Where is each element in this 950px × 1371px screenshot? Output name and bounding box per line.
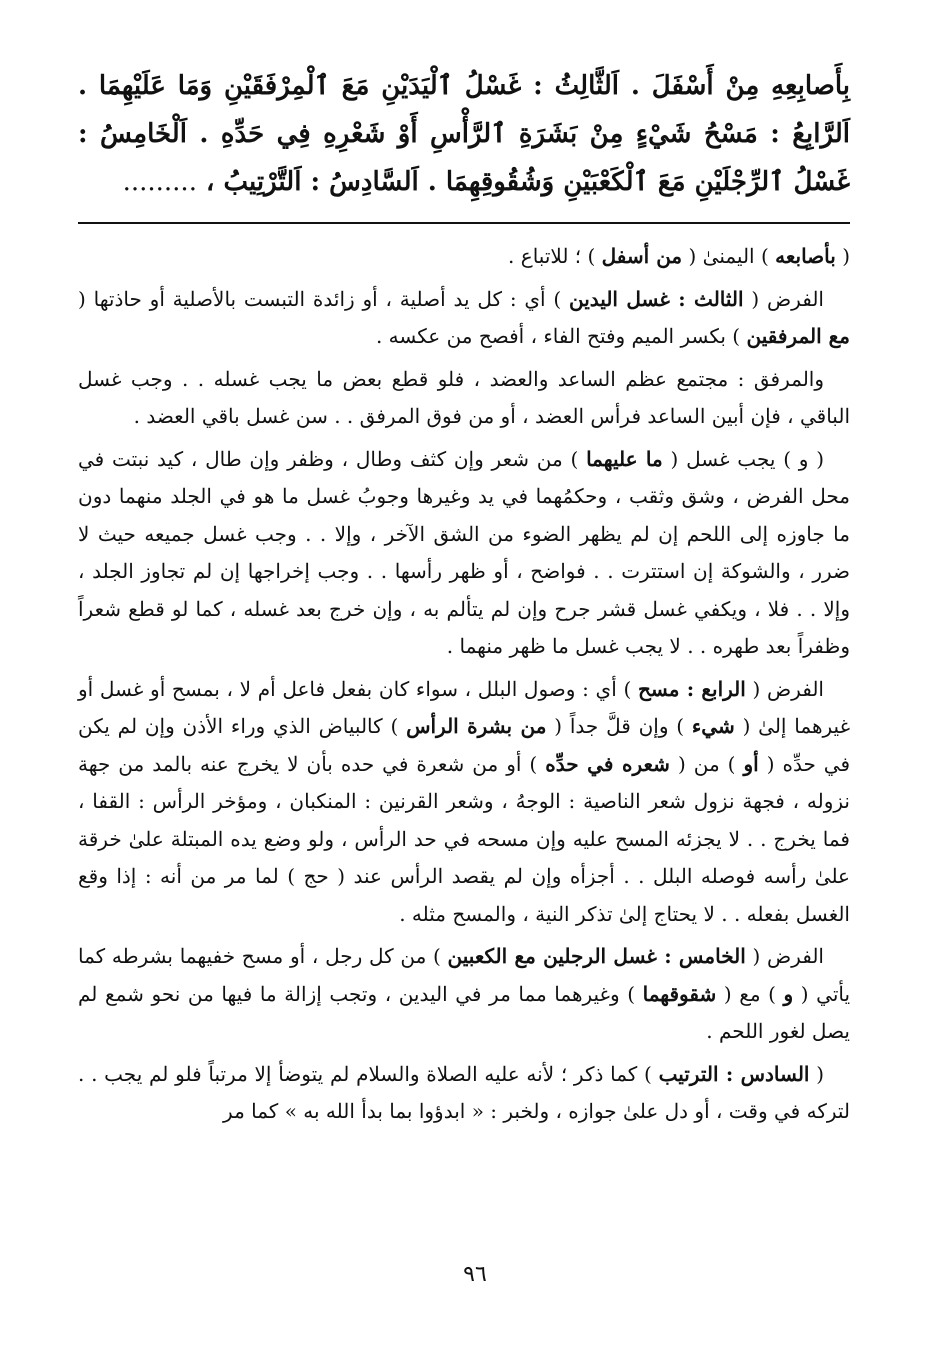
- matn-segment: بِأَصابِعِهِ مِنْ أَسْفَلَ .: [630, 71, 850, 101]
- matn-heading-fifth: اَلْخَامِسُ: [100, 119, 187, 149]
- matn-heading-fourth: اَلرَّابِعُ: [792, 119, 851, 149]
- bold-term: ما عليهما: [586, 446, 663, 471]
- text-segment: ) أي : كل يد أصلية ، أو زائدة التبست بالأصلية أو حاذتها (: [78, 286, 562, 311]
- bold-term: شقوقهما: [642, 981, 717, 1006]
- text-segment: ) أو من شعرة في حده بأن لا يخرج عنه بالمد من جهة نزوله ، فجهة نزول شعر الناصية : الوجهُ ، وشعر القرنين : المنكبان ، ومؤخر الرأس : القفا ، فما يخرج . . لا يجزئه المسح عليه وإن مسحه في حد الرأس ، ولو وضع يده المبتلة علىٰ خرقة علىٰ رأسه فوصله البلل . . أجزأه وإن لم يقصد الرأس عند ( حج ) لما مر من أنه : إذا وقع الغسل بفعله . . لا يحتاج إلىٰ تذكر النية ، والمسح مثله .: [78, 751, 850, 926]
- commentary: [78, 238, 850, 1131]
- text-segment: ) مع (: [723, 981, 776, 1006]
- text-segment: الفرض (: [752, 944, 824, 968]
- commentary-paragraph: [78, 1056, 850, 1131]
- text-segment: ( و ) يجب غسل (: [670, 446, 825, 471]
- text-segment: والمرفق : مجتمع عظم الساعد والعضد ، فلو قطع بعض ما يجب غسله . . وجب غسل الباقي ، فإن أبين الساعد فرأس العضد ، أو من فوق المرفق . . سن غسل باقي العضد .: [78, 366, 850, 428]
- text-segment: ) من (: [677, 751, 736, 776]
- matn-segment: : غَسْلُ ٱلرِّجْلَيْنِ مَعَ ٱلْكَعْبَيْنِ وَشُقُوقِهِمَا .: [78, 119, 850, 197]
- text-segment: الفرض (: [751, 286, 824, 311]
- text-segment: ) كالبياض الذي وراء الأذن وإن لم يكن في حدِّه (: [78, 714, 851, 776]
- bold-term: من بشرة الرأس: [406, 714, 547, 738]
- text-segment: ) وغيرهما مما مر في اليدين ، وتجب إزالة ما فيها من نحو شمع لم يصل لغور اللحم .: [78, 981, 850, 1043]
- matn-heading-sixth: اَلسَّادِسُ: [329, 167, 419, 197]
- bold-term: أو: [743, 751, 759, 776]
- commentary-paragraph: [78, 281, 850, 356]
- bold-term: الرابع : مسح: [637, 676, 746, 701]
- text-segment: ) وإن قلَّ جداً (: [554, 714, 685, 738]
- bold-term: الخامس : غسل الرجلين مع الكعبين: [447, 944, 746, 968]
- commentary-paragraph: [78, 441, 850, 666]
- text-segment: الفرض (: [752, 676, 824, 701]
- matn-dots: .........: [122, 167, 197, 197]
- commentary-paragraph: [78, 938, 850, 1051]
- bold-term: شعره في حدِّه: [545, 751, 670, 776]
- commentary-paragraph: [78, 671, 850, 934]
- section-divider: [78, 222, 850, 224]
- commentary-paragraph: [78, 361, 850, 436]
- page-content: [78, 62, 850, 1136]
- bold-term: بأصابعه: [775, 244, 836, 268]
- text-segment: (: [842, 244, 850, 268]
- bold-term: مع المرفقين: [746, 324, 850, 348]
- text-segment: ) كما ذكر ؛ لأنه عليه الصلاة والسلام لم يتوضأ إلا مرتباً فلو لم يجب . . لتركه في وقت ، أو دل علىٰ جوازه ، ولخبر : « ابدؤوا بما بدأ الله به » كما مر: [78, 1061, 850, 1123]
- bold-term: الثالث : غسل اليدين: [569, 286, 744, 311]
- page-number: ٩٦: [463, 1262, 487, 1287]
- text-segment: ) ؛ للاتباع .: [508, 244, 596, 268]
- matn-segment: : اَلتَّرْتِيبُ ،: [206, 167, 321, 197]
- matn-segment: : مَسْحُ شَيْءٍ مِنْ بَشَرَةِ ٱلرَّأْسِ أَوْ شَعْرِهِ فِي حَدِّهِ .: [199, 119, 780, 149]
- text-segment: ) أي : وصول البلل ، سواء كان بفعل فاعل أم لا ، بمسح أو غسل أو غيرهما إلىٰ (: [78, 676, 851, 738]
- text-segment: ) اليمنىٰ (: [688, 244, 769, 268]
- commentary-paragraph: [78, 238, 850, 276]
- bold-term: و: [783, 981, 794, 1006]
- text-segment: ) من شعر وإن كثف وطال ، وظفر وإن طال ، كيد نبتت في محل الفرض ، وشق وثقب ، وحكمُهما في يد وغيرها وجوبُ غسل ما هو في الجلد منهما دون ما جاوزه إلى اللحم إن لم يظهر الضوء من الشق الآخر ، وإلا . . وجب غسل جميعه حيث لا ضرر ، والشوكة إن استترت . . فواضح ، أو ظهر رأسها . . وجب إخراجها إن لم تجاوز الجلد ، وإلا . . فلا ، ويكفي غسل قشر جرح وإن لم يتألم به ، وإن خرج بعد غسله ، كما لو قطع شعراً وظفراً بعد طهره . . لا يجب غسل ما ظهر منهما .: [78, 446, 850, 658]
- bold-term: من أسفل: [601, 244, 683, 268]
- bold-term: شيء: [691, 714, 735, 738]
- text-segment: (: [816, 1061, 825, 1086]
- matn-text: [78, 62, 850, 206]
- matn-segment: : غَسْلُ ٱلْيَدَيْنِ مَعَ ٱلْمِرْفَقَيْنِ وَمَا عَلَيْهِمَا .: [78, 71, 543, 101]
- bold-term: السادس : الترتيب: [658, 1061, 810, 1086]
- matn-heading-third: اَلثَّالِثُ: [554, 71, 619, 101]
- text-segment: ) بكسر الميم وفتح الفاء ، أفصح من عكسه .: [375, 324, 741, 348]
- text-segment: ) من كل رجل ، أو مسح خفيهما بشرطه كما يأتي (: [78, 944, 851, 1006]
